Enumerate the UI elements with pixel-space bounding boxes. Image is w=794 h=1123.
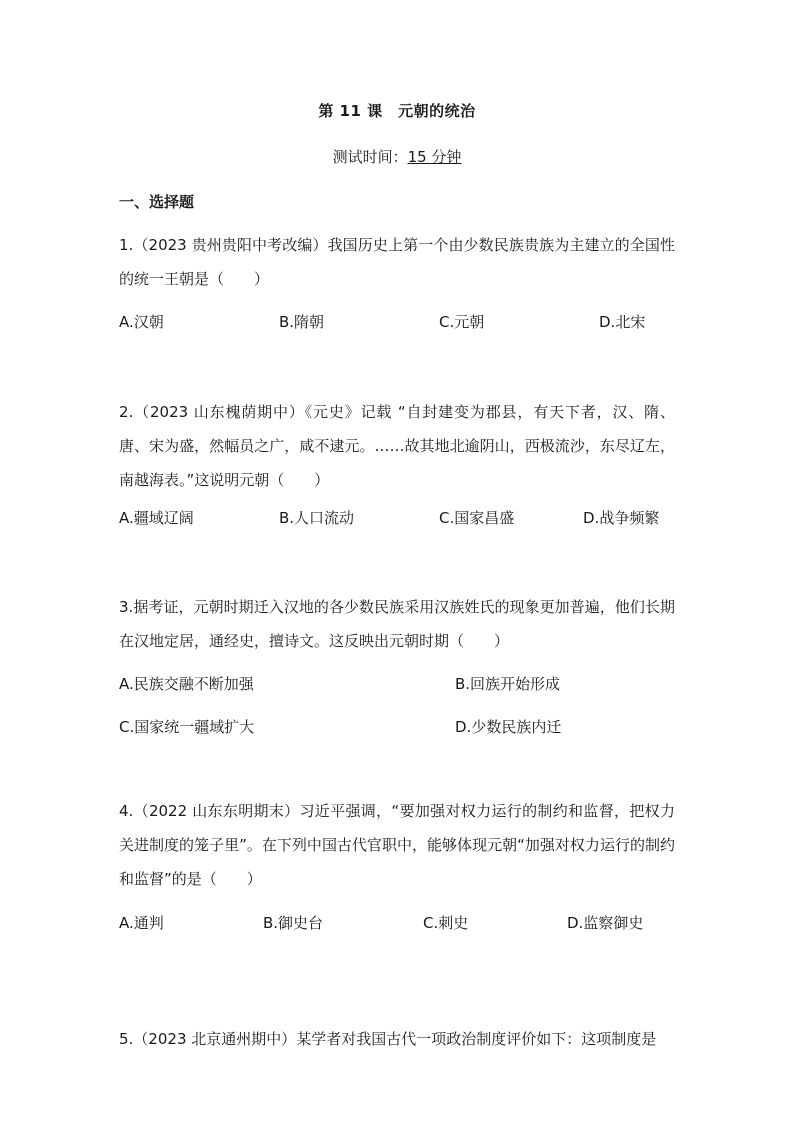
option-c: C.刺史 bbox=[423, 914, 469, 932]
question-5: 5.（2023 北京通州期中）某学者对我国古代一项政治制度评价如下：这项制度是 bbox=[119, 1030, 657, 1048]
question-3-options-row-1 bbox=[119, 673, 675, 695]
test-time bbox=[0, 146, 794, 167]
question-3: 3.据考证，元朝时期迁入汉地的各少数民族采用汉族姓氏的现象更加普遍，他们长期在汉地定居，通经史，擅诗文。这反映出元朝时期（ ） bbox=[119, 598, 675, 650]
option-b: B.御史台 bbox=[263, 914, 324, 932]
question-4: 4.（2022 山东东明期末）习近平强调，“要加强对权力运行的制约和监督，把权力关进制度的笼子里”。在下列中国古代官职中，能够体现元朝“加强对权力运行的制约和监督”的是（ ） bbox=[119, 802, 675, 888]
test-time-value: 15 分钟 bbox=[407, 148, 462, 166]
option-b: B.回族开始形成 bbox=[455, 675, 561, 693]
option-d: D.战争频繁 bbox=[583, 509, 660, 527]
page-title: 第 11 课 元朝的统治 bbox=[318, 102, 476, 120]
option-a: A.疆域辽阔 bbox=[119, 509, 194, 527]
question-2-options bbox=[119, 507, 675, 529]
question-3-options-row-2 bbox=[119, 716, 675, 738]
option-d: D.监察御史 bbox=[567, 914, 644, 932]
option-b: B.隋朝 bbox=[279, 313, 325, 331]
question-1-options bbox=[119, 311, 675, 333]
option-c: C.元朝 bbox=[439, 313, 485, 331]
option-a: A.民族交融不断加强 bbox=[119, 675, 254, 693]
option-b: B.人口流动 bbox=[279, 509, 355, 527]
section-heading: 一、选择题 bbox=[119, 193, 195, 211]
option-a: A.通判 bbox=[119, 914, 164, 932]
question-4-options bbox=[119, 912, 675, 934]
option-c: C.国家统一疆域扩大 bbox=[119, 718, 255, 736]
option-c: C.国家昌盛 bbox=[439, 509, 515, 527]
question-1: 1.（2023 贵州贵阳中考改编）我国历史上第一个由少数民族贵族为主建立的全国性的统一王朝是（ ） bbox=[119, 236, 675, 288]
question-2: 2.（2023 山东槐荫期中）《元史》记载 “自封建变为郡县，有天下者，汉、隋、唐、宋为盛，然幅员之广，咸不逮元。……故其地北逾阴山，西极流沙，东尽辽左，南越海表。”这说明元朝（ ） bbox=[119, 403, 675, 489]
option-a: A.汉朝 bbox=[119, 313, 164, 331]
option-d: D.少数民族内迁 bbox=[455, 718, 562, 736]
test-time-label: 测试时间： bbox=[332, 148, 408, 166]
option-d: D.北宋 bbox=[599, 313, 646, 331]
